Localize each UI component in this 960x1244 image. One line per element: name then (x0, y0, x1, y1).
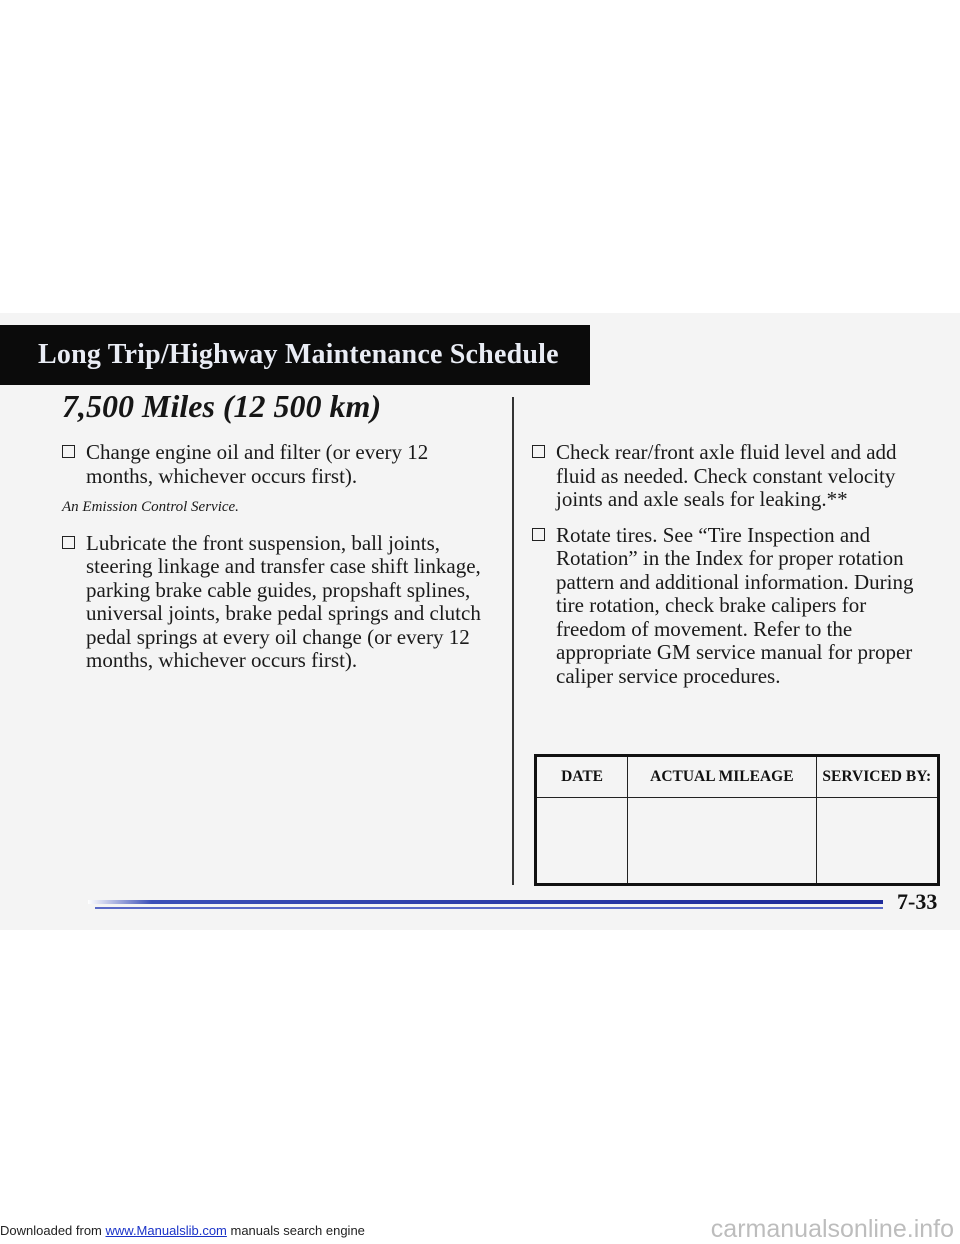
left-column (62, 441, 482, 685)
page-number: 7-33 (897, 889, 938, 914)
footer-prefix: Downloaded from (0, 1223, 106, 1238)
footer-rule-thin (95, 907, 883, 909)
checklist-item (532, 524, 937, 689)
service-record-table (534, 754, 940, 886)
item-text: Rotate tires. See “Tire Inspection and Rotation” in the Index for proper rotation pattern and additional information. During tire rotation, check brake calipers for freedom of movement. Refer to the appropriate GM service manual for proper caliper service procedures. (556, 522, 914, 688)
footer-rule (88, 900, 883, 904)
section-title: 7,500 Miles (12 500 km) (62, 388, 382, 424)
date-header: DATE (536, 756, 628, 798)
manualslib-link[interactable]: www.Manualslib.com (105, 1223, 227, 1238)
checkbox-icon[interactable] (532, 445, 545, 458)
footer-suffix: manuals search engine (226, 1223, 365, 1238)
serviced-by-cell[interactable] (816, 798, 938, 885)
checklist-item (532, 441, 937, 512)
item-text: Check rear/front axle fluid level and add fluid as needed. Check constant velocity joints and axle seals for leaking.** (556, 440, 897, 511)
download-footer (0, 1223, 365, 1238)
checkbox-icon[interactable] (62, 445, 75, 458)
emission-note: An Emission Control Service. (62, 499, 239, 515)
checkbox-icon[interactable] (62, 536, 75, 549)
manual-page (0, 313, 960, 930)
mileage-cell[interactable] (628, 798, 816, 885)
mileage-header: ACTUAL MILEAGE (628, 756, 816, 798)
checklist-item (62, 532, 482, 673)
watermark: carmanualsonline.info (710, 1215, 954, 1243)
schedule-banner: Long Trip/Highway Maintenance Schedule (0, 325, 590, 385)
checkbox-icon[interactable] (532, 528, 545, 541)
item-text: Change engine oil and filter (or every 12 months, whichever occurs first). (86, 440, 429, 488)
checklist-item (62, 441, 482, 488)
date-cell[interactable] (536, 798, 628, 885)
column-divider (512, 397, 514, 885)
serviced-by-header: SERVICED BY: (816, 756, 938, 798)
item-text: Lubricate the front suspension, ball joints, steering linkage and transfer case shift linkage, parking brake cable guides, propshaft splines, universal joints, brake pedal springs and clutch pedal springs at every oil change (or every 12 months, whichever occurs first). (86, 530, 481, 672)
right-column (532, 441, 937, 700)
